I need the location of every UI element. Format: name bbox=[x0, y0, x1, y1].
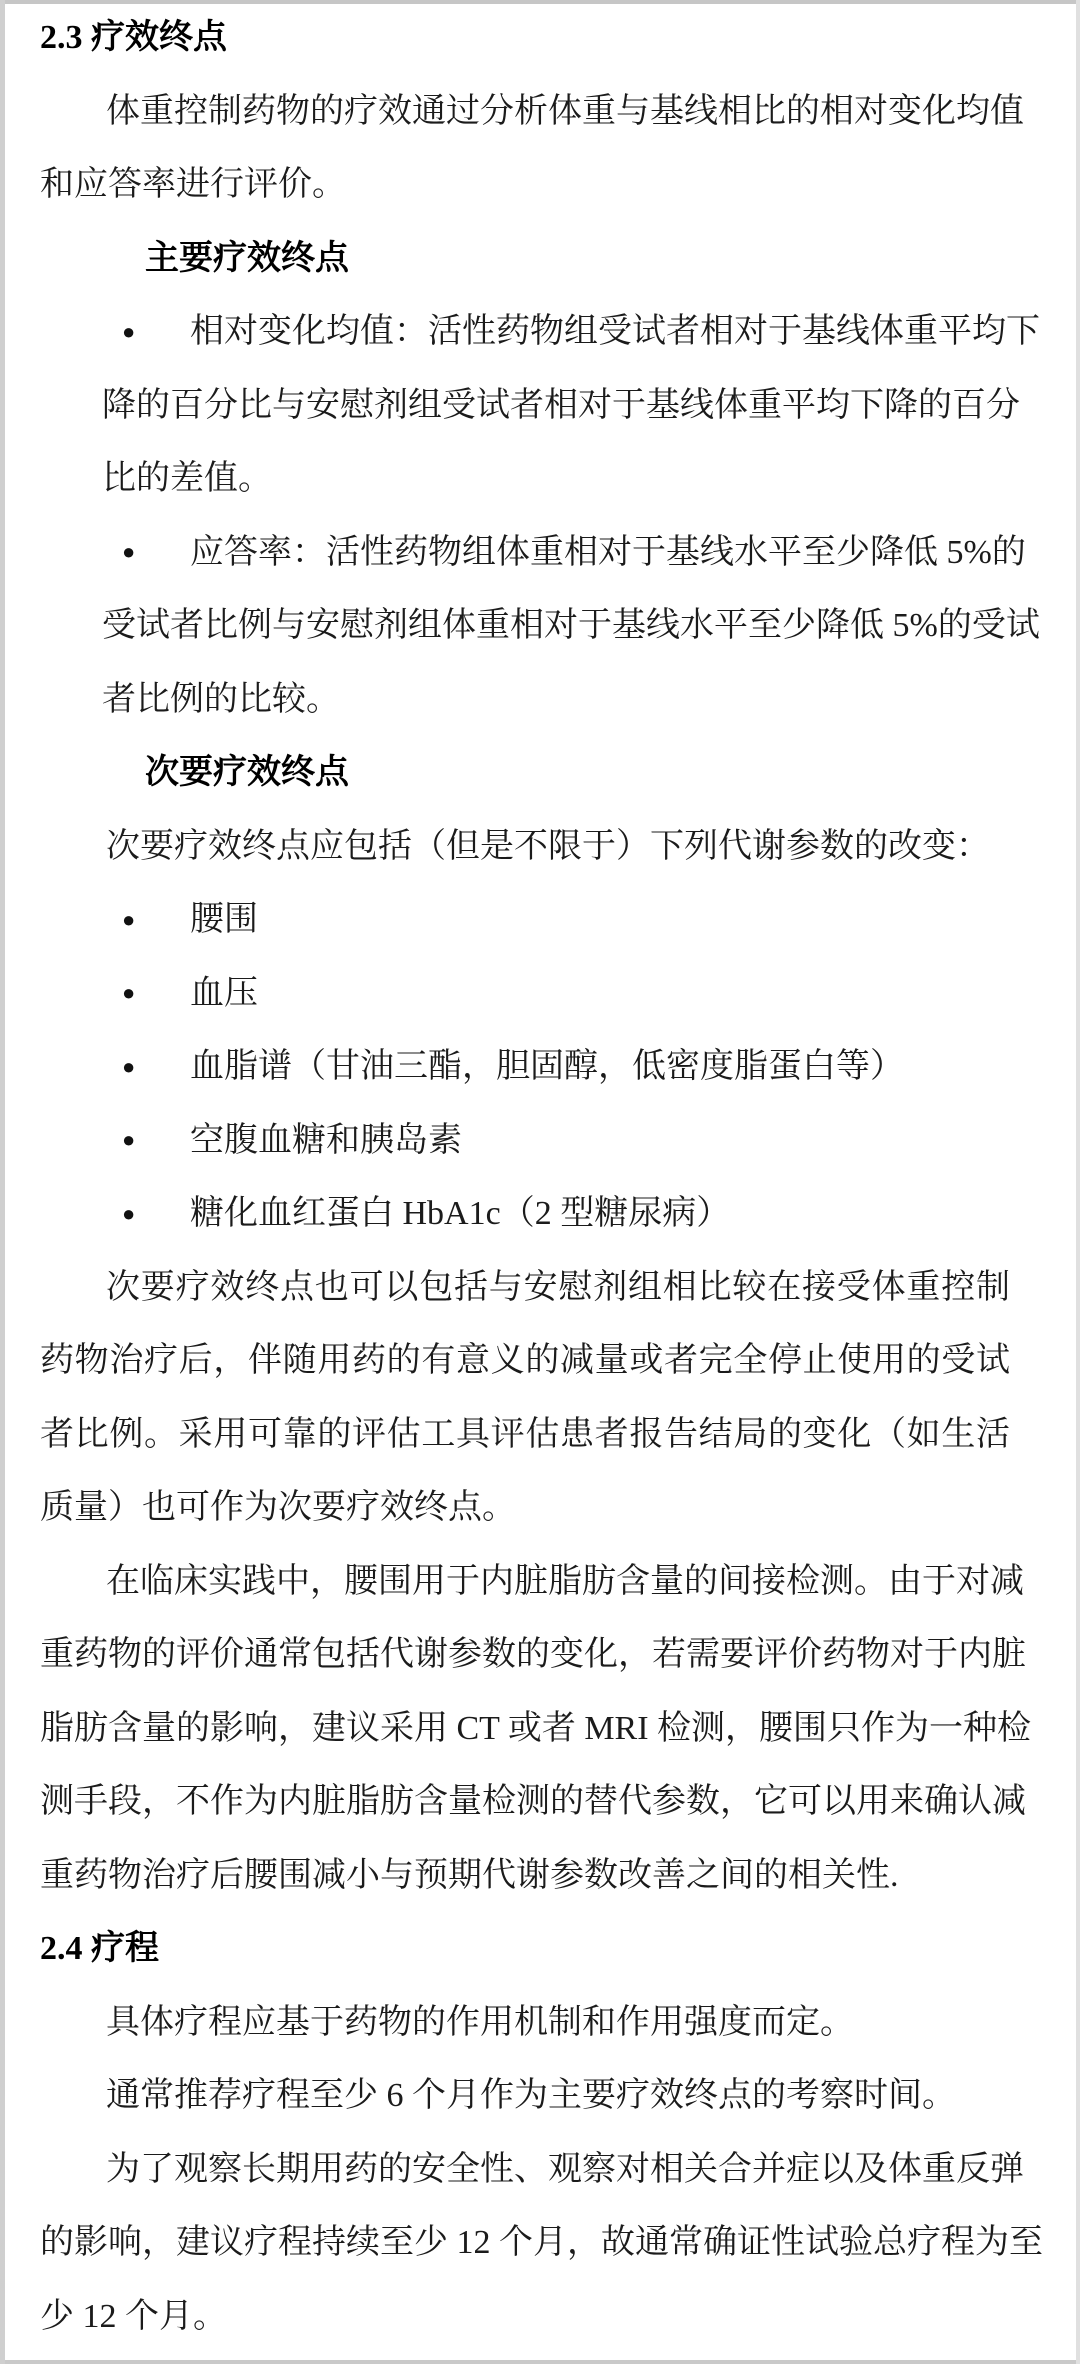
paragraph-line: 脂肪含量的影响，建议采用 CT 或者 MRI 检测，腰围只作为一种检 bbox=[40, 1709, 1032, 1747]
subheading-secondary-endpoints: 次要疗效终点 bbox=[145, 754, 349, 791]
bullet-icon: ● bbox=[122, 1127, 136, 1153]
section-heading-2-4: 2.4 疗程 bbox=[40, 1930, 159, 1967]
paragraph-line: 通常推荐疗程至少 6 个月作为主要疗效终点的考察时间。 bbox=[106, 2077, 956, 2114]
bullet-item-text: 应答率：活性药物组体重相对于基线水平至少降低 5%的 bbox=[190, 533, 1026, 571]
page-edge-left bbox=[0, 0, 5, 2364]
bullet-item-text: 腰围 bbox=[190, 901, 258, 938]
bullet-icon: ● bbox=[122, 539, 136, 565]
bullet-item-line bbox=[40, 957, 1010, 1031]
bullet-item-text: 血压 bbox=[190, 974, 258, 1012]
section-heading-2-3: 2.3 疗效终点 bbox=[40, 19, 227, 56]
paragraph-line: 具体疗程应基于药物的作用机制和作用强度而定。 bbox=[106, 2003, 854, 2041]
bullet-item-line bbox=[40, 516, 1026, 590]
bullet-item-line bbox=[40, 1030, 1010, 1104]
paragraph-line: 药物治疗后，伴随用药的有意义的减量或者完全停止使用的受试 bbox=[40, 1342, 1010, 1379]
bullet-item-line bbox=[40, 883, 1010, 957]
bullet-icon: ● bbox=[122, 906, 136, 932]
paragraph-line: 和应答率进行评价。 bbox=[40, 166, 346, 203]
paragraph-line: 者比例。采用可靠的评估工具评估患者报告结局的变化（如生活 bbox=[40, 1415, 1010, 1453]
bullet-item-line: 受试者比例与安慰剂组体重相对于基线水平至少降低 5%的受试 bbox=[102, 607, 1040, 644]
paragraph-line: 的影响，建议疗程持续至少 12 个月，故通常确证性试验总疗程为至 bbox=[40, 2224, 1043, 2261]
paragraph-line: 重药物的评价通常包括代谢参数的变化，若需要评价药物对于内脏 bbox=[40, 1636, 1026, 1673]
bullet-icon: ● bbox=[122, 980, 136, 1006]
page-edge-right bbox=[1076, 0, 1080, 2364]
bullet-item-text: 糖化血红蛋白 HbA1c（2 型糖尿病） bbox=[190, 1195, 731, 1232]
paragraph-line: 测手段，不作为内脏脂肪含量检测的替代参数，它可以用来确认减 bbox=[40, 1783, 1026, 1820]
bullet-item-line bbox=[40, 295, 1040, 369]
paragraph-line: 为了观察长期用药的安全性、观察对相关合并症以及体重反弹 bbox=[106, 2150, 1024, 2188]
bullet-icon: ● bbox=[122, 1053, 136, 1079]
paragraph-line: 少 12 个月。 bbox=[40, 2297, 227, 2335]
paragraph-line: 次要疗效终点应包括（但是不限于）下列代谢参数的改变： bbox=[106, 827, 990, 865]
bullet-item-text: 空腹血糖和胰岛素 bbox=[190, 1121, 462, 1159]
page-edge-top bbox=[0, 0, 1080, 4]
page-edge-bottom bbox=[0, 2360, 1080, 2364]
paragraph-line: 在临床实践中，腰围用于内脏脂肪含量的间接检测。由于对减 bbox=[106, 1562, 1024, 1600]
paragraph-line: 次要疗效终点也可以包括与安慰剂组相比较在接受体重控制 bbox=[106, 1268, 1010, 1306]
paragraph-line: 重药物治疗后腰围减小与预期代谢参数改善之间的相关性. bbox=[40, 1856, 899, 1894]
bullet-item-text: 相对变化均值：活性药物组受试者相对于基线体重平均下 bbox=[190, 313, 1040, 350]
bullet-item-line: 者比例的比较。 bbox=[102, 680, 340, 718]
paragraph-line: 质量）也可作为次要疗效终点。 bbox=[40, 1489, 516, 1526]
bullet-item-text: 血脂谱（甘油三酯，胆固醇，低密度脂蛋白等） bbox=[190, 1048, 904, 1085]
bullet-icon: ● bbox=[122, 318, 136, 344]
bullet-item-line: 比的差值。 bbox=[102, 460, 272, 497]
subheading-primary-endpoints: 主要疗效终点 bbox=[145, 239, 349, 277]
bullet-item-line bbox=[40, 1177, 1010, 1251]
bullet-item-line: 降的百分比与安慰剂组受试者相对于基线体重平均下降的百分 bbox=[102, 386, 1020, 424]
paragraph-line: 体重控制药物的疗效通过分析体重与基线相比的相对变化均值 bbox=[106, 92, 1024, 130]
bullet-icon: ● bbox=[122, 1200, 136, 1226]
bullet-item-line bbox=[40, 1104, 1010, 1178]
